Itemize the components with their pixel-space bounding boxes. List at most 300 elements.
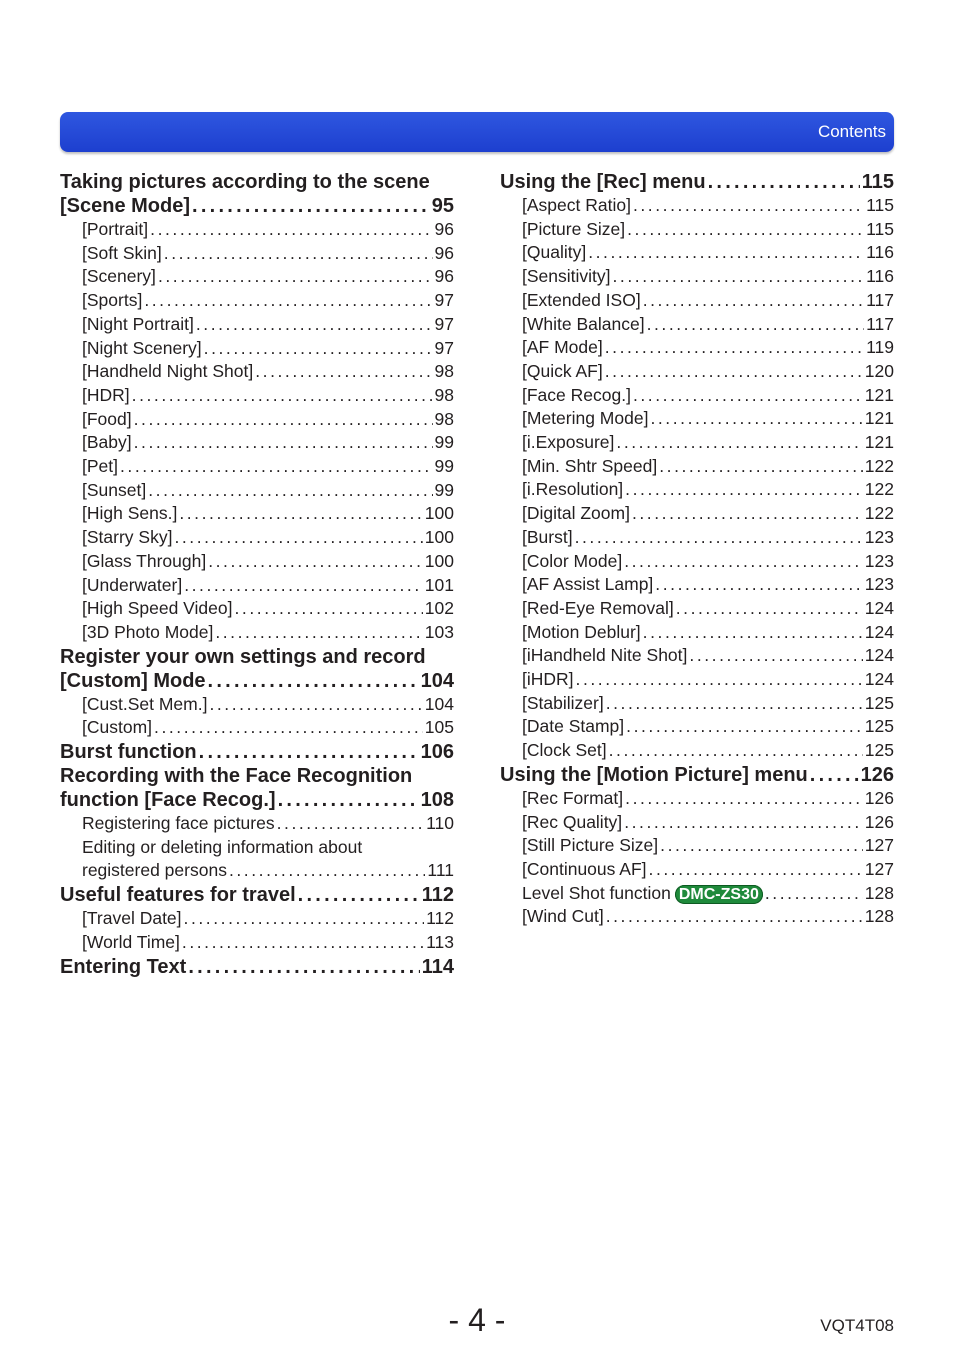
entry-title [522,241,586,265]
entry-title-text: [White Balance] [522,313,645,334]
page-ref: 111 [427,860,454,881]
dot-leader [625,478,863,502]
page-ref: 98 [434,408,454,429]
dot-leader [606,905,863,929]
toc-entry[interactable] [500,502,894,526]
page-ref: 112 [421,884,454,907]
entry-title [522,905,604,929]
toc-entry[interactable] [500,265,894,289]
entry-title-text: [Extended ISO] [522,289,641,310]
dot-leader [676,597,863,621]
dot-leader [278,788,419,812]
entry-title [82,574,182,598]
toc-entry[interactable] [500,787,894,811]
dot-leader [199,740,419,764]
toc-right-column [500,170,894,929]
entry-title-text: [Quality] [522,242,587,263]
entry-title-text: [High Speed Video] [82,598,233,619]
entry-title-text: [Sports] [82,290,143,311]
toc-entry[interactable] [60,360,454,384]
entry-title [82,931,180,955]
entry-title [82,597,233,621]
dot-leader [633,194,864,218]
dot-leader [626,715,863,739]
entry-title-text: [i.Resolution] [522,479,624,500]
dot-leader [632,502,863,526]
entry-title [82,812,275,836]
dot-leader [613,265,865,289]
dot-leader [575,526,863,550]
entry-title-text: [Min. Shtr Speed] [522,455,658,476]
page-ref: 98 [434,361,454,382]
page-ref: 121 [864,408,894,429]
entry-title [82,502,177,526]
dot-leader [215,621,422,645]
entry-title [82,408,132,432]
page-ref: 98 [434,384,454,405]
toc-entry[interactable] [500,407,894,431]
dot-leader [277,812,424,836]
entry-title-text: [High Sens.] [82,503,178,524]
toc-entry[interactable] [500,811,894,835]
page-ref: 100 [424,503,454,524]
page-ref: 112 [426,908,454,929]
page-ref: 124 [864,645,894,666]
entry-title-text: Entering Text [60,955,187,978]
entry-title [522,550,622,574]
entry-title [522,502,630,526]
page-ref: 97 [434,313,454,334]
entry-title [522,384,631,408]
entry-title-text: [Date Stamp] [522,716,625,737]
toc-entry[interactable] [60,621,454,645]
page-ref: 104 [420,669,454,692]
toc-entry[interactable] [60,218,454,242]
dot-leader [643,289,864,313]
toc-entry[interactable] [500,573,894,597]
page-ref: 122 [864,479,894,500]
entry-title [522,194,631,218]
toc-entry[interactable] [500,455,894,479]
entry-title-text: [Rec Format] [522,787,624,808]
page-ref: 115 [866,218,894,239]
dot-leader [627,218,864,242]
dot-leader [660,834,863,858]
toc-entry[interactable] [500,668,894,692]
entry-title-text: [Rec Quality] [522,811,623,832]
dot-leader [132,384,433,408]
entry-title [82,265,156,289]
entry-title-text: [Scene Mode] [60,195,191,217]
page-ref: 116 [866,242,894,263]
page-ref: 127 [864,835,894,856]
entry-title [522,715,624,739]
toc-entry[interactable] [500,218,894,242]
toc-entry[interactable] [500,858,894,882]
page-ref: 96 [434,266,454,287]
page-ref: 117 [866,289,894,310]
dot-leader [655,573,863,597]
entry-title-text: [Sunset] [82,479,147,500]
page-ref: 119 [866,337,894,358]
toc-entry[interactable] [60,337,454,361]
dot-leader [184,574,423,598]
entry-title-text: [Red-Eye Removal] [522,597,674,618]
entry-title [60,740,197,764]
entry-title-text: [iHDR] [522,669,574,690]
entry-title-text: [3D Photo Mode] [82,621,214,642]
entry-title-text: Burst function [60,741,197,764]
entry-title-text: [Face Recog.] [522,384,631,405]
page-ref: 115 [866,195,894,215]
page-ref: 122 [864,455,894,476]
toc-entry[interactable] [60,693,454,717]
toc-section-entry[interactable] [60,788,454,812]
dot-leader [154,716,423,740]
page-ref: 110 [426,813,454,834]
entry-title [82,716,152,740]
dot-leader [150,218,432,242]
entry-title [60,955,186,979]
entry-title-text: [Cust.Set Mem.] [82,693,208,714]
entry-title-text: Registering face pictures [82,813,275,834]
entry-title [522,360,603,384]
toc-entry[interactable] [60,242,454,266]
entry-title-text: [Picture Size] [522,218,626,239]
toc-entry[interactable] [500,621,894,645]
entry-title-text: [Night Portrait] [82,313,194,334]
page-ref: 128 [864,882,894,903]
entry-title [60,194,190,218]
entry-title-text: [Quick AF] [522,360,603,381]
toc-entry[interactable] [60,431,454,455]
toc-entry[interactable] [500,905,894,929]
dot-leader [605,360,863,384]
entry-title [522,811,622,835]
entry-title [522,597,674,621]
entry-title [522,644,687,668]
page-ref: 99 [434,456,454,477]
toc-entry[interactable] [500,834,894,858]
dot-leader [182,931,424,955]
toc-entry[interactable] [60,907,454,931]
page-ref: 116 [866,266,894,287]
page-ref: 100 [424,550,454,571]
entry-title-text: [Pet] [82,456,118,477]
page-ref: 125 [864,716,894,737]
dot-leader [708,170,860,194]
toc-entry[interactable] [500,384,894,408]
toc-entry[interactable] [60,931,454,955]
toc-entry[interactable] [500,526,894,550]
dot-leader [192,194,430,218]
toc-entry[interactable] [500,478,894,502]
entry-title-text: Useful features for travel [60,884,296,907]
dot-leader [209,693,422,717]
toc-entry[interactable] [500,715,894,739]
entry-title [522,431,614,455]
entry-title [82,907,182,931]
model-badge: DMC-ZS30 [675,885,763,904]
toc-entry[interactable] [60,716,454,740]
entry-title-text: [Starry Sky] [82,527,173,548]
dot-leader [624,550,863,574]
entry-title [82,526,172,550]
toc-entry[interactable] [60,502,454,526]
dot-leader [606,692,863,716]
dot-leader [765,882,863,906]
toc-entry[interactable] [500,431,894,455]
entry-title-text: [Custom] [82,717,153,738]
entry-title-text: Using the [Motion Picture] menu [500,763,808,786]
toc-section-entry[interactable] [500,763,894,787]
entry-title [522,739,607,763]
toc-entry[interactable] [60,384,454,408]
entry-title [522,336,603,360]
page-ref: 97 [434,337,454,358]
entry-title [522,289,641,313]
toc-entry[interactable] [500,336,894,360]
entry-title [82,550,206,574]
dot-leader [609,739,863,763]
page-ref: 124 [864,621,894,642]
page-ref: 97 [434,290,454,311]
dot-leader [633,384,863,408]
entry-title-text: [Still Picture Size] [522,835,659,856]
dot-leader [179,502,422,526]
dot-leader [605,336,864,360]
toc-entry[interactable] [60,289,454,313]
entry-title [60,788,276,812]
toc-entry[interactable] [60,408,454,432]
page-ref: 108 [420,789,454,812]
entry-title-text: [i.Exposure] [522,432,615,453]
toc-entry[interactable] [500,194,894,218]
dot-leader [208,550,423,574]
page-ref: 95 [431,195,454,217]
page-ref: 124 [864,597,894,618]
entry-title-text: [World Time] [82,931,180,952]
dot-leader [689,644,862,668]
entry-title [82,621,213,645]
dot-leader [643,621,863,645]
entry-title [522,692,604,716]
entry-title-text: [Baby] [82,432,132,453]
entry-title-text: [iHandheld Nite Shot] [522,645,688,666]
page-ref: 105 [424,717,454,738]
entry-title-text: [Burst] [522,526,573,547]
entry-title [60,669,206,693]
toc-entry[interactable] [500,360,894,384]
entry-title-text: [Wind Cut] [522,906,604,927]
dot-leader [134,431,433,455]
entry-title [522,407,648,431]
dot-leader [576,668,863,692]
section-heading-line: Register your own settings and record [60,645,426,668]
entry-title-text: [Clock Set] [522,740,607,761]
entry-title-text: [Continuous AF] [522,858,647,879]
dot-leader [158,265,433,289]
toc-entry[interactable] [500,313,894,337]
toc-entry[interactable] [500,241,894,265]
page-ref: 96 [434,242,454,263]
page-ref: 123 [864,526,894,547]
dot-leader [810,763,859,787]
page-ref: 106 [420,741,454,764]
entry-title-text: [Stabilizer] [522,692,604,713]
toc-entry[interactable] [60,479,454,503]
dot-leader [298,883,420,907]
entry-title-text: [AF Assist Lamp] [522,574,654,595]
dot-leader [188,955,419,979]
toc-section-entry[interactable] [60,740,454,764]
dot-leader [616,431,862,455]
toc-entry[interactable] [60,859,454,883]
page-ref: 104 [424,693,454,714]
page-ref: 101 [424,574,454,595]
toc-entry[interactable] [500,882,894,906]
toc-left-column [60,170,454,979]
page-ref: 126 [864,811,894,832]
entry-title [500,170,706,194]
entry-title-text: [Soft Skin] [82,242,162,263]
entry-title [60,883,296,907]
page-ref: 113 [426,931,454,952]
dot-leader [144,289,432,313]
entry-title-text: [Metering Mode] [522,408,649,429]
toc-entry[interactable] [60,313,454,337]
page-ref: 123 [864,550,894,571]
entry-title-text: [Underwater] [82,574,183,595]
page-ref: 96 [434,219,454,239]
entry-title-text: [Handheld Night Shot] [82,361,254,382]
entry-title-text: Level Shot function [522,882,671,903]
page-ref: 103 [424,621,454,642]
entry-title [82,218,148,242]
toc-entry[interactable] [500,692,894,716]
entry-title [522,313,645,337]
entry-title [82,455,118,479]
entry-title [522,526,573,550]
entry-title-text: [Night Scenery] [82,337,202,358]
dot-leader [229,859,425,883]
dot-leader [649,858,863,882]
toc-section-entry[interactable] [60,883,454,907]
toc-section-entry[interactable] [60,669,454,693]
entry-title [82,289,142,313]
page-ref: 102 [424,598,454,619]
dot-leader [204,337,433,361]
entry-text-line: Editing or deleting information about [82,836,363,857]
toc-entry[interactable] [500,597,894,621]
entry-title [522,668,574,692]
entry-title [522,265,611,289]
entry-title-text: [HDR] [82,384,130,405]
page-ref: 128 [864,906,894,927]
page-ref: 114 [421,955,454,978]
toc-entry[interactable] [60,526,454,550]
entry-title-text: [Travel Date] [82,908,182,929]
entry-title-text: registered persons [82,860,227,881]
entry-title [522,218,625,242]
page-ref: 126 [860,763,894,786]
entry-title [82,313,194,337]
page-ref: 123 [864,574,894,595]
section-heading-line: Taking pictures according to the scene [60,171,430,193]
page-ref: 100 [424,527,454,548]
toc-section-entry[interactable] [60,194,454,218]
entry-title-text: [Digital Zoom] [522,503,630,524]
entry-title-text: [Food] [82,408,132,429]
entry-title-text: [Aspect Ratio] [522,195,631,215]
toc-entry[interactable] [60,455,454,479]
toc-entry[interactable] [60,812,454,836]
entry-title [82,384,130,408]
entry-title [82,360,253,384]
dot-leader [120,455,433,479]
page-ref: 127 [864,858,894,879]
entry-title-text: [Scenery] [82,266,156,287]
dot-leader [255,360,432,384]
toc-entry[interactable] [60,550,454,574]
dot-leader [208,669,419,693]
toc-entry[interactable] [60,574,454,598]
contents-link[interactable]: Contents [817,122,886,141]
toc-entry[interactable] [500,289,894,313]
page-ref: 120 [864,360,894,381]
dot-leader [235,597,423,621]
toc-entry[interactable] [500,739,894,763]
dot-leader [650,407,862,431]
entry-title [82,431,132,455]
entry-title [82,693,207,717]
entry-title-text: function [Face Recog.] [60,789,276,812]
dot-leader [148,479,432,503]
page-ref: 124 [864,669,894,690]
entry-title-text: [Motion Deblur] [522,621,641,642]
entry-title [522,787,623,811]
dot-leader [174,526,422,550]
entry-title-text: Using the [Rec] menu [500,171,706,193]
entry-title [522,882,763,906]
entry-title [522,478,623,502]
entry-title [82,337,202,361]
entry-title [522,834,658,858]
entry-title-text: [AF Mode] [522,337,603,358]
toc-entry[interactable] [500,644,894,668]
page-ref: 125 [864,740,894,761]
toc-section-entry[interactable] [60,955,454,979]
entry-title-text: [Glass Through] [82,550,207,571]
page-ref: 117 [866,313,894,334]
dot-leader [647,313,865,337]
dot-leader [196,313,433,337]
entry-title [82,859,227,883]
entry-title-text: [Portrait] [82,219,149,239]
toc-section-entry[interactable] [500,170,894,194]
toc-entry[interactable] [60,265,454,289]
page-ref: 115 [861,171,894,193]
entry-title [522,573,653,597]
toc-entry[interactable] [500,550,894,574]
header-bar [60,112,894,152]
dot-leader [625,787,863,811]
entry-title [522,621,641,645]
page-ref: 99 [434,432,454,453]
dot-leader [134,408,433,432]
toc-entry[interactable] [60,597,454,621]
entry-title-text: [Custom] Mode [60,669,206,692]
